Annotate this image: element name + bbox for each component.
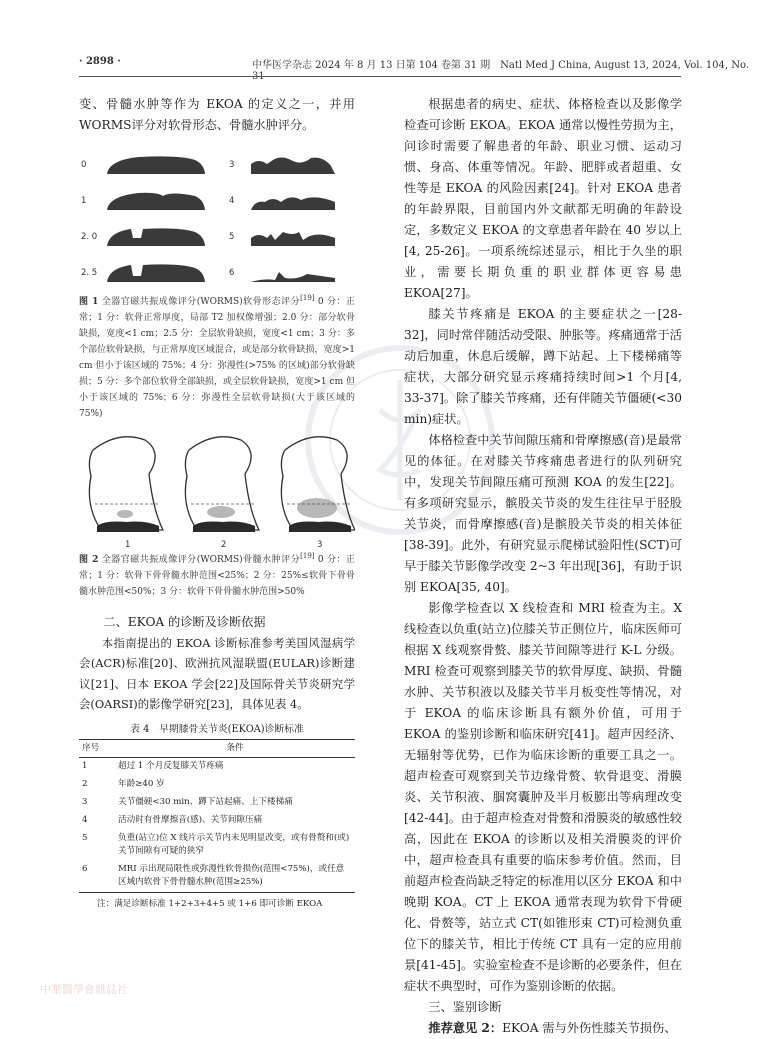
table-cell-condition: 活动时有骨摩擦音(感)、关节间隙压痛 (118, 815, 263, 826)
page-number: · 2898 · (79, 56, 121, 67)
table-row (79, 776, 355, 794)
figure-2-caption (79, 552, 355, 600)
journal-header: 中华医学杂志 2024 年 8 月 13 日第 104 卷第 31 期 Natl Med J China, August 13, 2024, Vol. 104, No. (252, 60, 750, 71)
intro-paragraph: 变、骨髓水肿等作为 EKOA 的定义之一，并用 WORMS评分对软骨形态、骨髓水肿评分。 (79, 97, 355, 132)
figure-2 (79, 426, 355, 552)
paragraph-physical-exam: 体格检查中关节间隙压痛和骨摩擦感(音)是最常见的体征。在对膝关节疼痛患者进行的队列研究中，发现关节间隙压痛可预测 KOA 的发生[22]。有多项研究显示，髌股关节炎的发生往往早于胫股关节炎，而骨摩擦感(音)是髌股关节炎的相关体征[38-39]。此外，有研究显示爬梯试验阳性(SCT)可早于膝关节影像学改变 2~3 年出现[36]，有助于识别 EKOA[35, 40]。 (404, 433, 682, 594)
fig2-caption-ref: [19] (300, 552, 315, 560)
fig2-label-3: 3 (317, 540, 323, 550)
table-cell-index: 6 (79, 861, 115, 893)
diagnostic-criteria-table (79, 739, 355, 893)
table-header-condition: 条件 (115, 739, 355, 757)
section-2-paragraph: 本指南提出的 EKOA 诊断标准参考美国风湿病学会(ACR)标准[20]、欧洲抗风湿联盟(EULAR)诊断建议[21]、日本 EKOA 学会[22]及国际骨关节炎研究学会(OARSI)的影像学研究[23]，具体见表 4。 (79, 636, 355, 712)
fig1-label-1: 1 (81, 196, 87, 206)
recommendation-label: 推荐意见 2： (428, 1021, 503, 1035)
fig2-label-2: 2 (221, 540, 227, 550)
table-cell-index: 2 (82, 779, 88, 790)
publisher-mark (40, 978, 320, 1008)
recommendation-text: EKOA 需与外伤性膝关节损伤、 (502, 1021, 677, 1035)
fig2-caption-title: 图 2 (79, 555, 99, 565)
table-cell-condition: MRI 示出现局限性或弥漫性软骨损伤(范围<75%)，或任意区域内软骨下骨骨髓水肿(范围≥25%) (115, 861, 355, 893)
left-column (79, 94, 355, 909)
paragraph-symptoms: 膝关节疼痛是 EKOA 的主要症状之一[28-32]，同时常伴随活动受限、肿胀等。疼痛通常于活动后加重，休息后缓解，蹲下站起、上下楼梯痛等症状，大部分研究显示疼痛持续时间>1 个月[4, 33-37]。除了膝关节疼痛，还有伴随关节僵硬(<30 min)症状。 (404, 307, 682, 426)
fig1-caption-ref: [19] (300, 294, 315, 302)
table-row (79, 830, 355, 861)
fig1-label-2-0: 2. 0 (81, 232, 98, 242)
table-cell-index: 3 (82, 797, 88, 808)
recommendation-2 (404, 1018, 682, 1039)
table-4-title: 表 4 早期膝骨关节炎(EKOA)诊断标准 (130, 723, 304, 735)
table-row (79, 812, 355, 830)
fig2-label-1: 1 (125, 540, 131, 550)
section-3-heading: 三、鉴别诊断 (428, 1000, 502, 1014)
figure-1 (79, 144, 355, 294)
fig1-label-4: 4 (229, 196, 235, 206)
fig2-caption-body: 0 分：正常；1 分：软骨下骨骨髓水肿范围<25%；2 分：25%≤软骨下骨骨髓水肿范围<50%；3 分：软骨下骨骨髓水肿范围>50% (79, 555, 355, 597)
table-cell-condition: 年龄≥40 岁 (118, 779, 165, 790)
table-cell-condition: 关节僵硬<30 min、蹲下站起痛、上下楼梯痛 (118, 797, 293, 808)
table-4-note: 注：满足诊断标准 1+2+3+4+5 或 1+6 即可诊断 EKOA (97, 898, 323, 909)
table-row (79, 861, 355, 893)
header-rule (79, 76, 681, 77)
publisher-mark-text: 中華醫學會雜誌社 (40, 983, 128, 996)
fig1-label-5: 5 (229, 232, 235, 242)
fig1-label-6: 6 (229, 268, 235, 278)
cartilage-grade-diagram (79, 144, 355, 294)
fig1-label-2-5: 2. 5 (81, 268, 98, 278)
right-column (404, 94, 682, 1039)
table-row (79, 794, 355, 812)
table-row (79, 757, 355, 776)
fig1-caption-body: 0 分：正常；1 分：软骨正常厚度，局部 T2 加权像增强；2.0 分：部分软骨缺损，宽度<1 cm；2.5 分：全层软骨缺损，宽度<1 cm；3 分：多个部位软骨缺损，与正常厚度区域混合，或是部分软骨缺损，宽度>1 cm 但小于该区域的 75%；4 分：弥漫性(>75% 的区域)部分软骨缺损；5 分：多个部位软骨全部缺损，或全层软骨缺损，宽度>1 cm 但小于该区域的 75%；6 分：弥漫性全层软骨缺损(大于该区域的 75%) (79, 297, 355, 419)
paragraph-diagnosis: 根据患者的病史、症状、体格检查以及影像学检查可诊断 EKOA。EKOA 通常以慢性劳损为主，问诊时需要了解患者的年龄、职业习惯、运动习惯、身高、体重等情况。年龄、肥胖或者超重、女性等是 EKOA 的风险因素[24]。针对 EKOA 患者的年龄界限，目前国内外文献都无明确的年龄设定，多数定义 EKOA 的文章患者年龄在 40 岁以上[4, 25-26]。一项系统综述显示，相比于久坐的职业，需要长期负重的职业群体更容易患 EKOA[27]。 (404, 97, 682, 300)
paragraph-imaging: 影像学检查以 X 线检查和 MRI 检查为主。X 线检查以负重(站立)位膝关节正侧位片，临床医师可根据 X 线观察骨赘、膝关节间隙等进行 K-L 分级。MRI 检查可观察到膝关节的软骨厚度、缺损、骨髓水肿、关节积液以及膝关节半月板变性等情况，对于 EKOA 的临床诊断具有额外价值，可用于 EKOA 的鉴别诊断和临床研究[41]。超声因经济、无辐射等优势，已作为临床诊断的重要工具之一。超声检查可观察到关节边缘骨赘、软骨退变、滑膜炎、关节积液、腘窝囊肿及半月板膨出等病理改变[42-44]。由于超声检查对骨赘和滑膜炎的敏感性较高，因此在 EKOA 的诊断以及相关滑膜炎的评价中，超声检查具有重要的临床参考价值。然而，目前超声检查尚缺乏特定的标准用以区分 EKOA 和中晚期 KOA。CT 上 EKOA 通常表现为软骨下骨硬化、骨赘等，站立式 CT(如锥形束 CT)可检测负重位下的膝关节，相比于传统 CT 具有一定的应用前景[41-45]。实验室检查不是诊断的必要条件，但在症状不典型时，可作为鉴别诊断的依据。 (404, 601, 682, 993)
figure-1-caption (79, 294, 355, 422)
table-cell-condition: 负重(站立)位 X 线片示关节内未见明显改变，或有骨赘和(或)关节间隙有可疑的狭窄 (118, 833, 350, 857)
fig1-caption-title: 图 1 (79, 297, 99, 307)
table-cell-condition: 超过 1 个月反复膝关节疼痛 (118, 761, 224, 772)
fig1-label-0: 0 (81, 160, 87, 170)
table-cell-index: 4 (82, 815, 88, 826)
table-header-index: 序号 (79, 739, 115, 757)
fig2-caption-text: 全器官磁共振成像评分(WORMS)骨髓水肿评分 (101, 555, 301, 565)
table-cell-index: 5 (82, 833, 88, 844)
fig1-label-3: 3 (229, 160, 235, 170)
bone-marrow-edema-diagram (79, 426, 355, 552)
table-cell-index: 1 (82, 761, 88, 772)
section-2-heading: 二、EKOA 的诊断及诊断依据 (103, 615, 266, 629)
fig1-caption-text: 全器官磁共振成像评分(WORMS)软骨形态评分 (101, 297, 301, 307)
